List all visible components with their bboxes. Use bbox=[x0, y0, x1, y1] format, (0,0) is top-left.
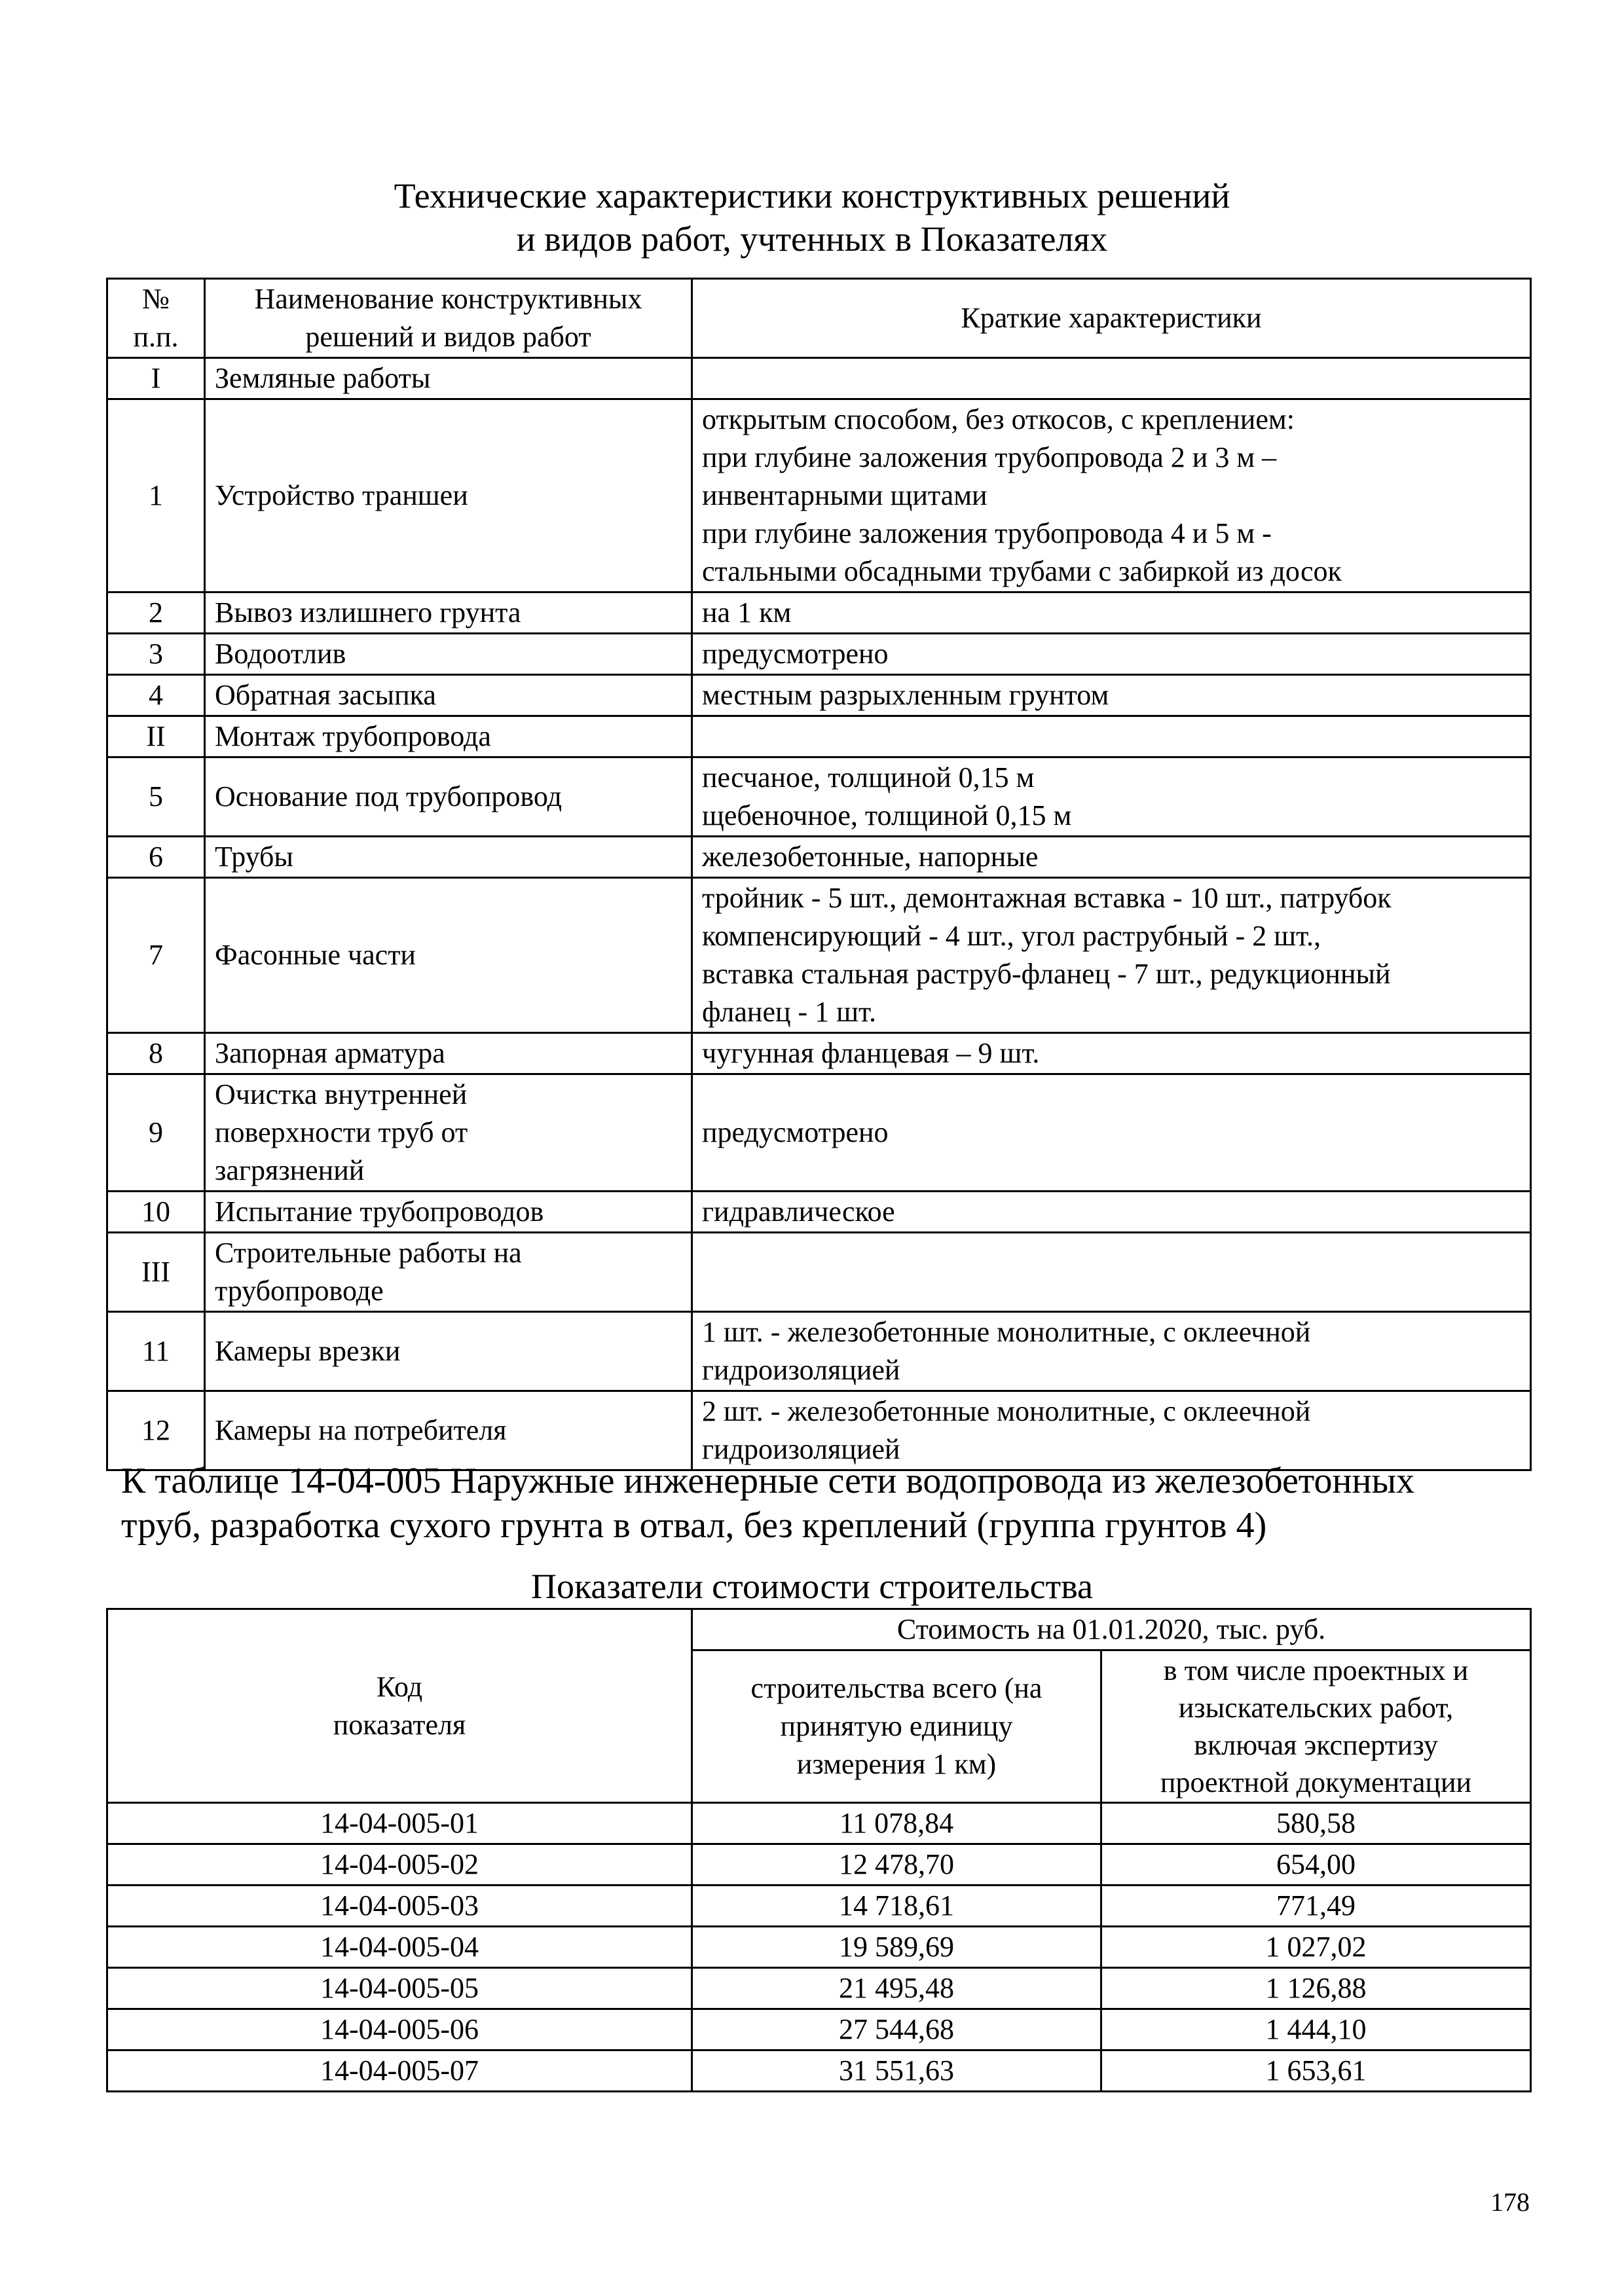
cell-line: Запорная арматура bbox=[215, 1037, 445, 1069]
cell-line: решений и видов работ bbox=[305, 321, 591, 353]
row-name bbox=[205, 1233, 692, 1312]
cell-line: Водоотлив bbox=[215, 638, 346, 670]
cell-line: 1 шт. - железобетонные монолитные, с оклеечной bbox=[702, 1316, 1311, 1348]
cell-line: Обратная засыпка bbox=[215, 679, 436, 711]
row-description bbox=[692, 1312, 1531, 1391]
cell-line: № bbox=[142, 283, 170, 315]
cell-line: показателя bbox=[333, 1708, 466, 1741]
row-name bbox=[205, 716, 692, 757]
row-description bbox=[692, 716, 1531, 757]
row-description bbox=[692, 1233, 1531, 1312]
cell-design: 1 444,10 bbox=[1101, 2009, 1531, 2050]
cell-line: Земляные работы bbox=[215, 362, 431, 394]
cell-design: 1 027,02 bbox=[1101, 1927, 1531, 1968]
cell-line: песчаное, толщиной 0,15 м bbox=[702, 761, 1035, 793]
document-title-line-1: Технические характеристики конструктивных решений bbox=[394, 176, 1230, 215]
header-total bbox=[692, 1650, 1101, 1803]
header-name bbox=[205, 279, 692, 358]
table-row bbox=[107, 1927, 1531, 1968]
row-description bbox=[692, 757, 1531, 837]
table-row bbox=[107, 757, 1531, 837]
row-description bbox=[692, 675, 1531, 716]
cell-line: гидравлическое bbox=[702, 1195, 895, 1228]
row-name bbox=[205, 675, 692, 716]
table-row bbox=[107, 634, 1531, 675]
cell-code: 14-04-005-04 bbox=[107, 1927, 692, 1968]
cell-line: включая экспертизу bbox=[1194, 1729, 1438, 1761]
cell-line: проектной документации bbox=[1160, 1766, 1472, 1798]
row-number: III bbox=[107, 1233, 205, 1312]
cell-line: изыскательских работ, bbox=[1178, 1692, 1454, 1724]
cell-code: 14-04-005-05 bbox=[107, 1968, 692, 2009]
table-row bbox=[107, 1803, 1531, 1844]
section-heading-line-2: труб, разработка сухого грунта в отвал, без креплений (группа грунтов 4) bbox=[121, 1505, 1267, 1546]
cell-line: измерения 1 км) bbox=[796, 1748, 997, 1780]
cell-line: местным разрыхленным грунтом bbox=[702, 679, 1109, 711]
header-num bbox=[107, 279, 205, 358]
table-row bbox=[107, 2050, 1531, 2092]
document-title-line-2: и видов работ, учтенных в Показателях bbox=[516, 219, 1108, 259]
table-row bbox=[107, 878, 1531, 1033]
cell-line: Основание под трубопровод bbox=[215, 780, 562, 812]
row-name bbox=[205, 592, 692, 634]
row-number: 7 bbox=[107, 878, 205, 1033]
row-description bbox=[692, 837, 1531, 878]
row-name bbox=[205, 1312, 692, 1391]
cell-line: стальными обсадными трубами с забиркой из досок bbox=[702, 555, 1342, 587]
cell-code: 14-04-005-02 bbox=[107, 1844, 692, 1886]
row-description bbox=[692, 1192, 1531, 1233]
cell-line: 2 шт. - железобетонные монолитные, с оклеечной bbox=[702, 1395, 1311, 1427]
row-description bbox=[692, 878, 1531, 1033]
cell-line: инвентарными щитами bbox=[702, 479, 987, 511]
characteristics-table bbox=[106, 278, 1532, 1471]
cell-total: 31 551,63 bbox=[692, 2050, 1101, 2092]
cell-line: предусмотрено bbox=[702, 638, 889, 670]
table-row bbox=[107, 1192, 1531, 1233]
cell-line: Строительные работы на bbox=[215, 1237, 522, 1269]
cell-line: фланец - 1 шт. bbox=[702, 996, 876, 1028]
row-number: I bbox=[107, 358, 205, 399]
row-name bbox=[205, 399, 692, 592]
row-name bbox=[205, 757, 692, 837]
cell-line: трубопроводе bbox=[215, 1275, 384, 1307]
cell-total: 14 718,61 bbox=[692, 1886, 1101, 1927]
cell-line: Очистка внутренней bbox=[215, 1078, 468, 1110]
cell-line: Камеры врезки bbox=[215, 1335, 401, 1367]
cell-line: щебеночное, толщиной 0,15 м bbox=[702, 799, 1072, 831]
cell-line: в том числе проектных и bbox=[1163, 1654, 1469, 1686]
cell-line: принятую единицу bbox=[780, 1710, 1013, 1742]
table-row bbox=[107, 716, 1531, 757]
row-number: 11 bbox=[107, 1312, 205, 1391]
table-row bbox=[107, 399, 1531, 592]
table-row bbox=[107, 1312, 1531, 1391]
row-description bbox=[692, 634, 1531, 675]
cell-line: чугунная фланцевая – 9 шт. bbox=[702, 1037, 1040, 1069]
cell-line: тройник - 5 шт., демонтажная вставка - 10 шт., патрубок bbox=[702, 882, 1392, 914]
table-row bbox=[107, 2009, 1531, 2050]
row-name bbox=[205, 634, 692, 675]
cell-line: вставка стальная раструб-фланец - 7 шт., редукционный bbox=[702, 958, 1391, 990]
row-number: 2 bbox=[107, 592, 205, 634]
row-number: 12 bbox=[107, 1391, 205, 1470]
row-name bbox=[205, 1192, 692, 1233]
cell-line: п.п. bbox=[133, 321, 179, 353]
cell-line: на 1 км bbox=[702, 596, 792, 629]
cell-line: Краткие характеристики bbox=[961, 302, 1262, 334]
cell-line: Камеры на потребителя bbox=[215, 1414, 507, 1446]
cell-design: 580,58 bbox=[1101, 1803, 1531, 1844]
cell-line: Фасонные части bbox=[215, 939, 416, 971]
cell-design: 1 126,88 bbox=[1101, 1968, 1531, 2009]
table-row bbox=[107, 358, 1531, 399]
cell-line: Код bbox=[376, 1670, 423, 1703]
cell-total: 21 495,48 bbox=[692, 1968, 1101, 2009]
cell-line: гидроизоляцией bbox=[702, 1433, 900, 1465]
cell-line: Вывоз излишнего грунта bbox=[215, 596, 521, 629]
table-row bbox=[107, 1074, 1531, 1192]
cell-code: 14-04-005-07 bbox=[107, 2050, 692, 2092]
row-number: 9 bbox=[107, 1074, 205, 1192]
cell-code: 14-04-005-03 bbox=[107, 1886, 692, 1927]
cell-line: Монтаж трубопровода bbox=[215, 720, 491, 752]
table-row bbox=[107, 1233, 1531, 1312]
table-row bbox=[107, 1844, 1531, 1886]
table-row bbox=[107, 1033, 1531, 1074]
header-cost-group: Стоимость на 01.01.2020, тыс. руб. bbox=[692, 1609, 1531, 1650]
cell-line: Устройство траншеи bbox=[215, 479, 468, 511]
table-row bbox=[107, 592, 1531, 634]
row-name bbox=[205, 1074, 692, 1192]
cell-line: компенсирующий - 4 шт., угол раструбный - 2 шт., bbox=[702, 920, 1321, 952]
row-number: 4 bbox=[107, 675, 205, 716]
table-row bbox=[107, 837, 1531, 878]
row-description bbox=[692, 1033, 1531, 1074]
cell-line: Наименование конструктивных bbox=[254, 283, 642, 315]
row-number: 8 bbox=[107, 1033, 205, 1074]
header-design bbox=[1101, 1650, 1531, 1803]
cell-total: 11 078,84 bbox=[692, 1803, 1101, 1844]
cell-line: поверхности труб от bbox=[215, 1116, 468, 1148]
cost-indicators-table bbox=[106, 1608, 1532, 2092]
cell-total: 19 589,69 bbox=[692, 1927, 1101, 1968]
row-number: 3 bbox=[107, 634, 205, 675]
cell-total: 12 478,70 bbox=[692, 1844, 1101, 1886]
cost-table-title: Показатели стоимости строительства bbox=[530, 1567, 1093, 1606]
row-number: 10 bbox=[107, 1192, 205, 1233]
header-row bbox=[107, 279, 1531, 358]
row-description bbox=[692, 1074, 1531, 1192]
row-name bbox=[205, 358, 692, 399]
cell-line: железобетонные, напорные bbox=[702, 841, 1039, 873]
header-code bbox=[107, 1609, 692, 1803]
row-number: 6 bbox=[107, 837, 205, 878]
row-description bbox=[692, 592, 1531, 634]
row-description bbox=[692, 358, 1531, 399]
cell-design: 654,00 bbox=[1101, 1844, 1531, 1886]
row-name bbox=[205, 878, 692, 1033]
cell-line: при глубине заложения трубопровода 2 и 3 м – bbox=[702, 441, 1277, 473]
cell-line: предусмотрено bbox=[702, 1116, 889, 1148]
table-row bbox=[107, 1886, 1531, 1927]
row-description bbox=[692, 399, 1531, 592]
row-number: 1 bbox=[107, 399, 205, 592]
table-row bbox=[107, 1968, 1531, 2009]
cell-line: гидроизоляцией bbox=[702, 1354, 900, 1386]
cell-line: Трубы bbox=[215, 841, 293, 873]
header-row bbox=[107, 1609, 1531, 1650]
row-number: II bbox=[107, 716, 205, 757]
cell-line: Испытание трубопроводов bbox=[215, 1195, 544, 1228]
row-number: 5 bbox=[107, 757, 205, 837]
cell-code: 14-04-005-01 bbox=[107, 1803, 692, 1844]
cell-design: 1 653,61 bbox=[1101, 2050, 1531, 2092]
page-number: 178 bbox=[1490, 2187, 1530, 2217]
cell-design: 771,49 bbox=[1101, 1886, 1531, 1927]
row-name bbox=[205, 1033, 692, 1074]
table-row bbox=[107, 675, 1531, 716]
row-name bbox=[205, 837, 692, 878]
cell-code: 14-04-005-06 bbox=[107, 2009, 692, 2050]
header-desc bbox=[692, 279, 1531, 358]
cell-total: 27 544,68 bbox=[692, 2009, 1101, 2050]
cell-line: открытым способом, без откосов, с креплением: bbox=[702, 403, 1295, 435]
section-heading-line-1: К таблице 14-04-005 Наружные инженерные сети водопровода из железобетонных bbox=[121, 1461, 1415, 1501]
cell-line: строительства всего (на bbox=[750, 1672, 1043, 1704]
cell-line: при глубине заложения трубопровода 4 и 5 м - bbox=[702, 517, 1272, 549]
cell-line: загрязнений bbox=[215, 1154, 365, 1186]
